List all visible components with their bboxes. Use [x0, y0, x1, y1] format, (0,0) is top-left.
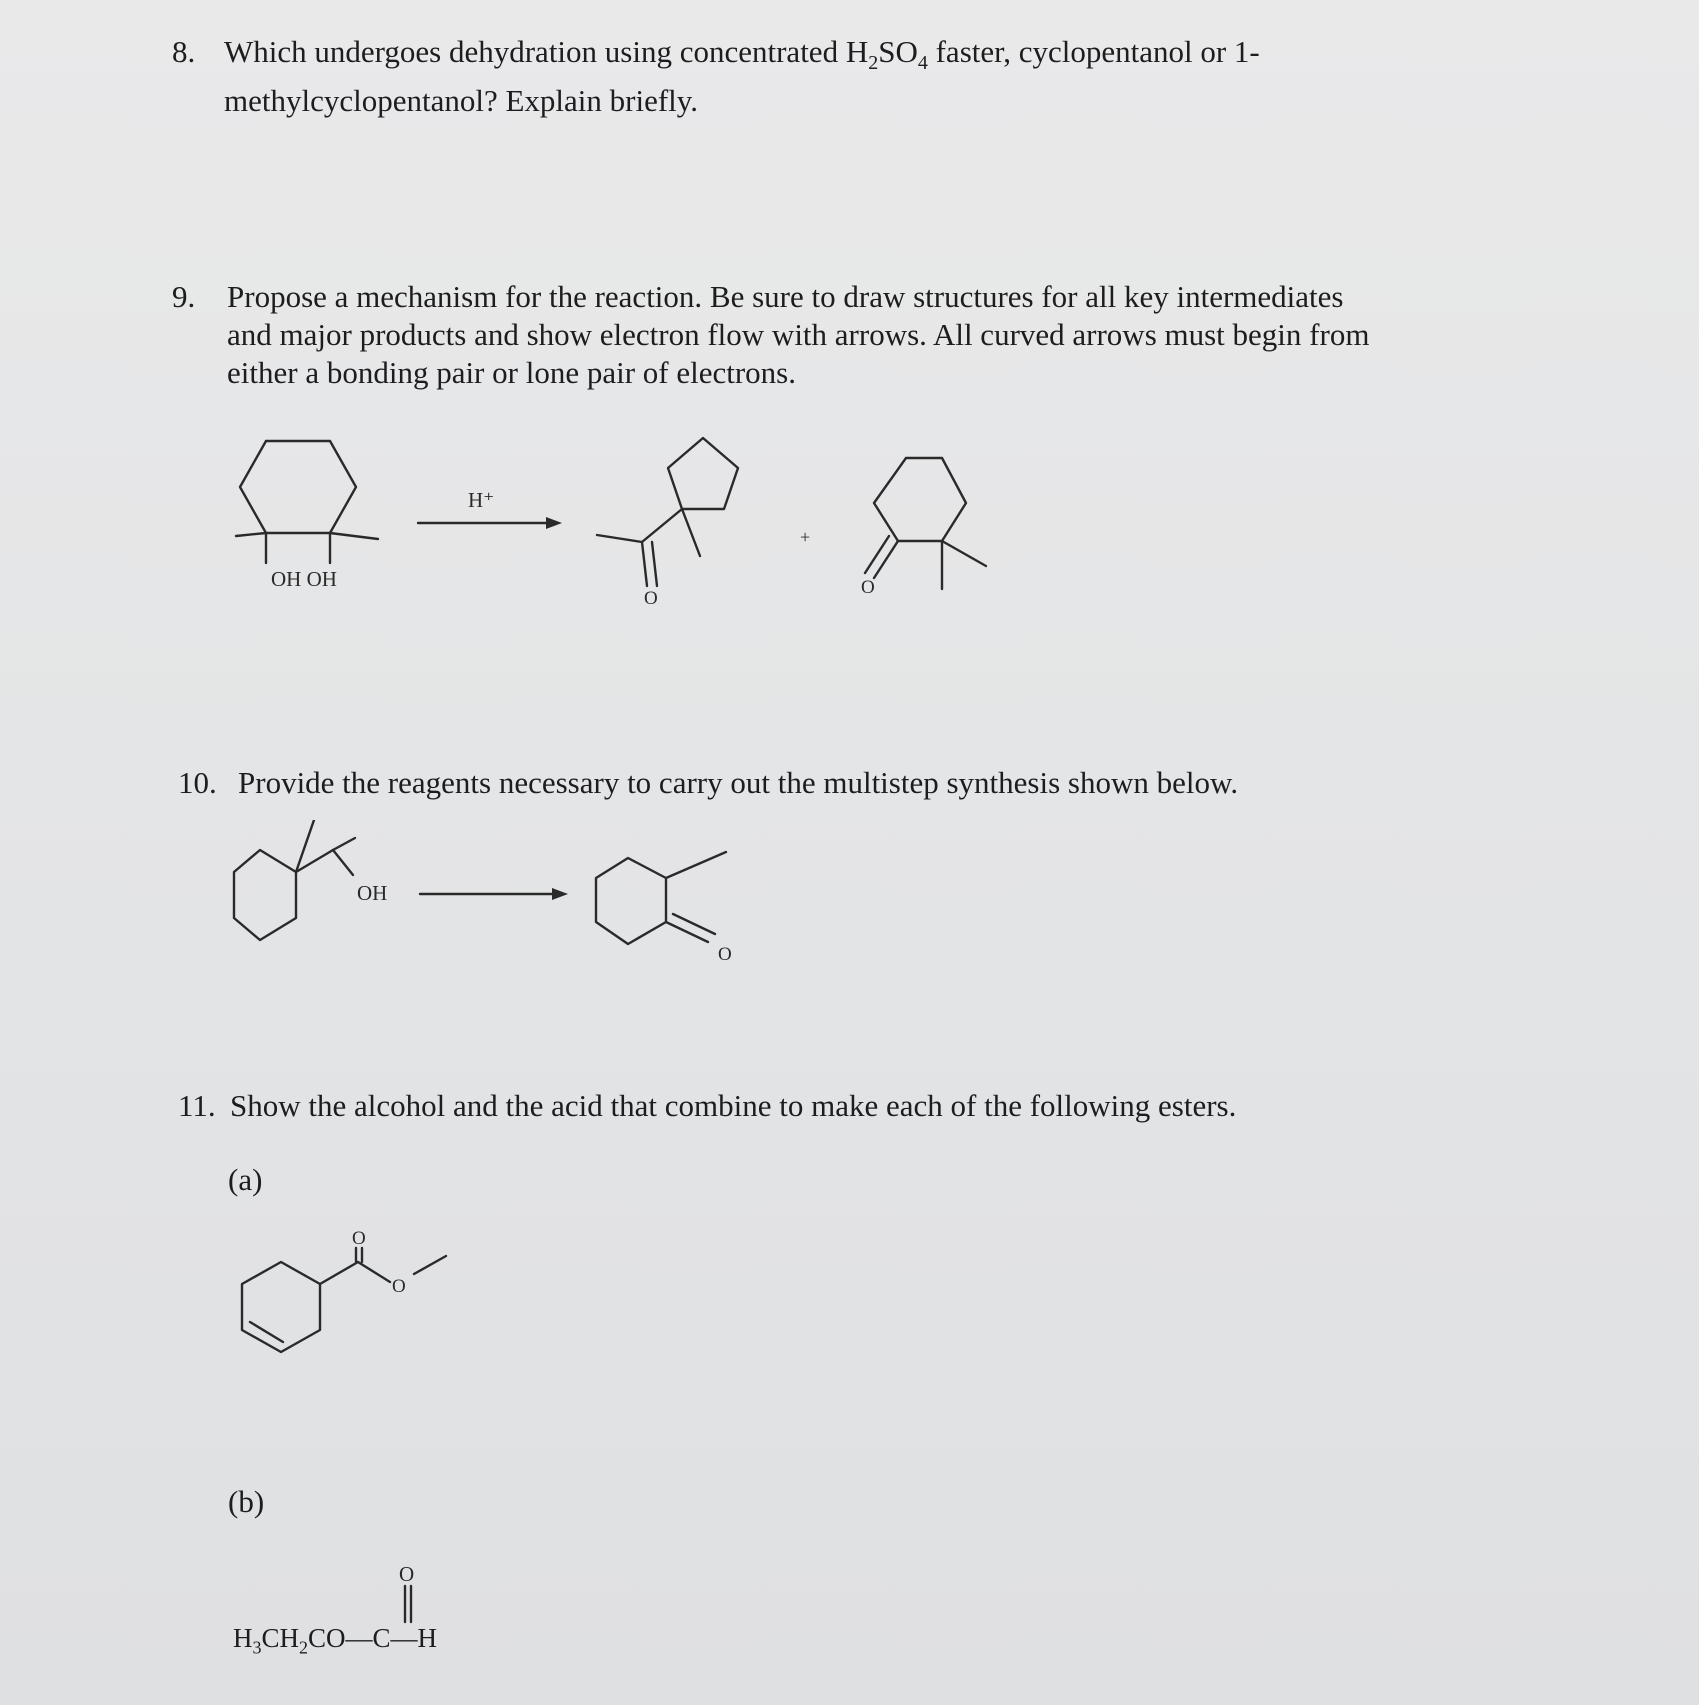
aldehyde-oxygen-label: O: [718, 944, 732, 965]
ester-b-formula: $H_3CH_2CO—C—H$: [233, 1623, 438, 1658]
ester-a-carbonyl-oxygen: O: [352, 1230, 366, 1249]
question-9-line-3: either a bonding pair or lone pair of electrons.: [227, 355, 796, 390]
starting-alcohol-structure: [234, 820, 387, 940]
question-9-reaction-scheme: [0, 0, 1699, 700]
synthesis-arrow: [420, 888, 568, 900]
hydroxyl-label: OH: [357, 881, 388, 905]
acid-reagent-label: H⁺: [468, 488, 495, 512]
ester-b-carbonyl-bond: [390, 1560, 430, 1630]
diol-hydroxyl-labels: OH OH: [271, 567, 337, 591]
question-10-synthesis-scheme: [0, 820, 1699, 1000]
product-2-oxygen-label: O: [861, 577, 875, 598]
question-11-text: Show the alcohol and the acid that combine to make each of the following esters.: [230, 1088, 1237, 1123]
target-aldehyde-structure: [596, 852, 732, 965]
part-a-label: (a): [228, 1162, 263, 1197]
plus-sign: +: [800, 527, 811, 547]
question-9-number: 9.: [172, 279, 196, 314]
question-10-number: 10.: [178, 765, 217, 800]
question-8-number: 8.: [172, 34, 196, 69]
reaction-arrow: [418, 488, 562, 529]
question-11-number: 11.: [178, 1088, 216, 1123]
ester-b-carbonyl-oxygen: O: [399, 1562, 415, 1586]
product-2-structure: [861, 458, 986, 598]
reactant-diol-structure: [236, 441, 378, 591]
question-9-line-2: and major products and show electron flow with arrows. All curved arrows must begin from: [227, 317, 1370, 352]
question-8-line-1: Which undergoes dehydration using concentrated $H_2SO_4$ faster, cyclopentanol or 1-: [224, 34, 1260, 75]
product-1-structure: [597, 438, 738, 609]
product-1-oxygen-label: O: [644, 588, 658, 609]
question-10-text: Provide the reagents necessary to carry out the multistep synthesis shown below.: [238, 765, 1239, 800]
question-9-line-1: Propose a mechanism for the reaction. Be sure to draw structures for all key intermediates: [227, 279, 1344, 314]
question-8-line-2: methylcyclopentanol? Explain briefly.: [224, 83, 699, 119]
ester-a-ether-oxygen: O: [392, 1276, 406, 1297]
ester-a-structure: [0, 1230, 600, 1410]
part-b-label: (b): [228, 1484, 265, 1519]
